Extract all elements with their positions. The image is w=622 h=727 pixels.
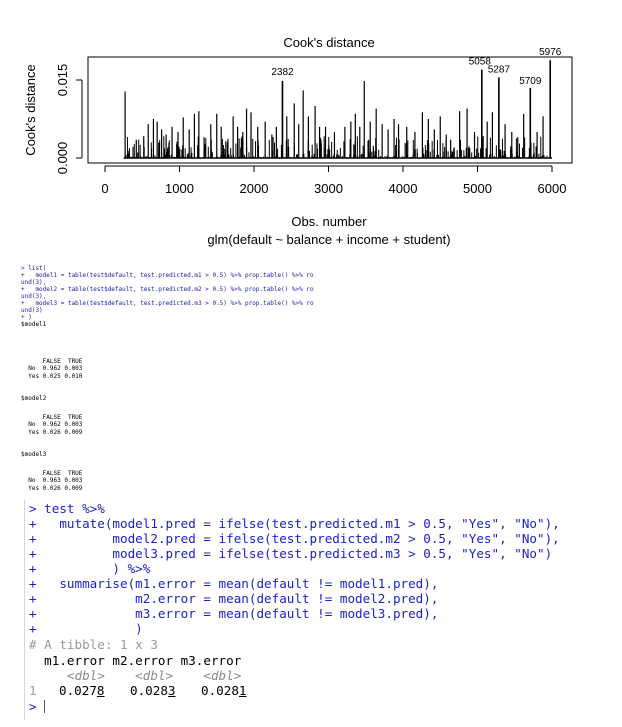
column-types: <dbl> <dbl> <dbl>: [29, 668, 242, 683]
console1-line-7: + ): [21, 314, 32, 321]
y-tick-label: 0.015: [55, 63, 70, 97]
model1-name: $model1: [21, 321, 47, 328]
console1-line-5: + model3 = table(test$default, test.predicted.m3 > 0.5) %>% prop.table() %>% ro: [21, 300, 314, 307]
console1-line-6: und(3): [21, 307, 43, 314]
point-labels: [271, 47, 561, 87]
code-line-1: + mutate(model1.pred = ifelse(test.predicted.m1 > 0.5, "Yes", "No"),: [29, 516, 560, 531]
x-axis: [101, 166, 566, 196]
m2-error-value: [130, 683, 176, 698]
point-label: 2382: [271, 67, 294, 79]
model1-header: FALSE TRUE: [21, 358, 83, 365]
model3-row-yes: Yes 0.026 0.009: [21, 485, 83, 492]
model2-row-yes: Yes 0.026 0.009: [21, 429, 83, 436]
tibble-note: # A tibble: 1 x 3: [29, 637, 158, 652]
chart-title: Cook's distance: [283, 35, 375, 50]
m3-value-last-digit: 1: [238, 683, 247, 698]
m2-value-last-digit: 3: [167, 683, 176, 698]
y-tick-label: 0.000: [55, 141, 70, 175]
m1-error-value: [59, 683, 105, 698]
chart-subtitle: glm(default ~ balance + income + student): [207, 232, 451, 247]
code-line-4: + ) %>%: [29, 561, 151, 576]
model3-row-no: No 0.963 0.003: [21, 477, 83, 484]
model2-header: FALSE TRUE: [21, 414, 83, 421]
code-line-3: + model3.pred = ifelse(test.predicted.m3 > 0.5, "Yes", "No"): [29, 546, 553, 561]
point-label: 5287: [487, 64, 511, 76]
m1-value-last-digit: 8: [96, 683, 105, 698]
code-line-5: + summarise(m1.error = mean(default != model1.pred),: [29, 576, 439, 591]
console-prompt[interactable]: >: [29, 699, 37, 714]
model1-row-no: No 0.962 0.003: [21, 365, 83, 372]
point-label: 5058: [468, 56, 491, 68]
m2-value-main: 0.028: [130, 683, 168, 698]
m3-value-main: 0.028: [201, 683, 239, 698]
row-number: 1: [29, 683, 37, 698]
code-line-2: + model2.pred = ifelse(test.predicted.m2 > 0.5, "Yes", "No"),: [29, 531, 560, 546]
model1-row-yes: Yes 0.025 0.010: [21, 373, 83, 380]
x-tick-label: 4000: [388, 181, 418, 196]
y-axis: [55, 64, 82, 175]
x-tick-label: 1000: [165, 181, 194, 196]
cooks-distance-chart: [0, 0, 622, 250]
x-tick-label: 0: [101, 181, 109, 196]
console1-line-4: und(3),: [21, 293, 47, 300]
x-tick-label: 2000: [239, 181, 269, 196]
code-line-8: + ): [29, 621, 143, 636]
y-axis-label: Cook's distance: [23, 64, 38, 156]
x-tick-label: 6000: [537, 181, 567, 196]
model2-row-no: No 0.962 0.003: [21, 421, 83, 428]
code-line-7: + m3.error = mean(default != model3.pred),: [29, 606, 439, 621]
m1-value-main: 0.027: [59, 683, 97, 698]
x-tick-label: 5000: [463, 181, 492, 196]
code-line-0: > test %>%: [29, 501, 105, 516]
point-label: 5976: [539, 47, 562, 59]
console1-line-0: > list(: [21, 265, 47, 272]
text-cursor: [44, 700, 45, 713]
console1-line-2: und(3),: [21, 279, 47, 286]
console1-line-3: + model2 = table(test$default, test.predicted.m2 > 0.5) %>% prop.table() %>% ro: [21, 286, 314, 293]
console1-line-1: + model1 = table(test$default, test.predicted.m1 > 0.5) %>% prop.table() %>% ro: [21, 272, 314, 279]
model3-header: FALSE TRUE: [21, 470, 83, 477]
model2-name: $model2: [21, 395, 47, 402]
point-label: 5709: [519, 75, 542, 87]
r-console[interactable]: [24, 500, 619, 720]
x-axis-label: Obs. number: [291, 214, 367, 229]
x-tick-label: 3000: [314, 181, 343, 196]
m3-error-value: [201, 683, 247, 698]
column-headers: m1.error m2.error m3.error: [29, 653, 242, 668]
code-line-6: + m2.error = mean(default != model2.pred),: [29, 591, 439, 606]
model3-name: $model3: [21, 451, 47, 458]
